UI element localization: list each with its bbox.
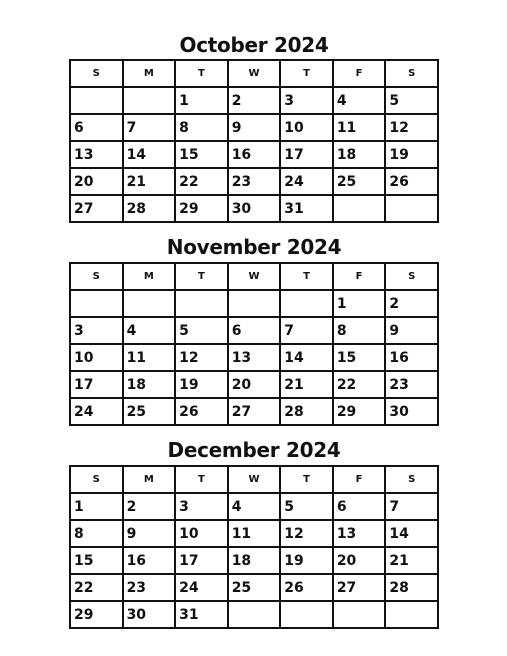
day-cell: 4 — [123, 317, 176, 344]
week-row — [70, 168, 438, 195]
day-cell: 2 — [228, 87, 281, 114]
day-cell: 19 — [385, 141, 438, 168]
day-cell: 13 — [333, 520, 386, 547]
week-row — [70, 520, 438, 547]
day-cell: 3 — [175, 493, 228, 520]
day-cell: 17 — [175, 547, 228, 574]
day-cell — [175, 290, 228, 317]
day-cell: 31 — [175, 601, 228, 628]
day-cell: 4 — [333, 87, 386, 114]
day-cell: 31 — [280, 195, 333, 222]
week-row — [70, 87, 438, 114]
day-cell: 29 — [175, 195, 228, 222]
day-cell: 4 — [228, 493, 281, 520]
day-cell: 5 — [385, 87, 438, 114]
day-cell: 5 — [280, 493, 333, 520]
calendar-grid — [69, 465, 439, 629]
week-row — [70, 547, 438, 574]
day-cell: 14 — [385, 520, 438, 547]
weekday-mon: M — [123, 466, 176, 493]
day-cell: 2 — [123, 493, 176, 520]
day-cell: 5 — [175, 317, 228, 344]
weekday-sat: S — [385, 60, 438, 87]
day-cell — [333, 601, 386, 628]
weekday-sun: S — [70, 466, 123, 493]
day-cell: 26 — [280, 574, 333, 601]
day-cell: 18 — [333, 141, 386, 168]
weekday-header-row — [70, 263, 438, 290]
day-cell: 27 — [228, 398, 281, 425]
day-cell — [228, 290, 281, 317]
day-cell: 8 — [333, 317, 386, 344]
day-cell — [123, 290, 176, 317]
month-title: December 2024 — [167, 438, 341, 462]
day-cell: 6 — [333, 493, 386, 520]
day-cell: 21 — [280, 371, 333, 398]
day-cell: 14 — [123, 141, 176, 168]
day-cell: 15 — [333, 344, 386, 371]
day-cell — [70, 290, 123, 317]
weekday-thu: T — [280, 466, 333, 493]
week-row — [70, 344, 438, 371]
day-cell: 29 — [70, 601, 123, 628]
day-cell: 15 — [175, 141, 228, 168]
day-cell: 21 — [385, 547, 438, 574]
weekday-wed: W — [228, 263, 281, 290]
day-cell: 6 — [70, 114, 123, 141]
day-cell: 7 — [385, 493, 438, 520]
day-cell: 29 — [333, 398, 386, 425]
day-cell: 1 — [175, 87, 228, 114]
day-cell: 25 — [333, 168, 386, 195]
day-cell: 20 — [228, 371, 281, 398]
day-cell: 12 — [175, 344, 228, 371]
day-cell: 9 — [385, 317, 438, 344]
weekday-tue: T — [175, 263, 228, 290]
day-cell: 23 — [385, 371, 438, 398]
day-cell: 7 — [123, 114, 176, 141]
day-cell: 27 — [333, 574, 386, 601]
day-cell: 11 — [228, 520, 281, 547]
calendar-grid — [69, 59, 439, 223]
day-cell — [123, 87, 176, 114]
day-cell: 8 — [70, 520, 123, 547]
day-cell: 28 — [280, 398, 333, 425]
weekday-sun: S — [70, 60, 123, 87]
day-cell: 18 — [228, 547, 281, 574]
day-cell — [280, 290, 333, 317]
day-cell: 10 — [70, 344, 123, 371]
month-title: October 2024 — [179, 33, 329, 57]
weekday-fri: F — [333, 60, 386, 87]
day-cell: 28 — [123, 195, 176, 222]
weekday-header-row — [70, 466, 438, 493]
day-cell: 12 — [385, 114, 438, 141]
day-cell: 30 — [123, 601, 176, 628]
day-cell: 3 — [280, 87, 333, 114]
week-row — [70, 317, 438, 344]
day-cell: 12 — [280, 520, 333, 547]
weekday-sun: S — [70, 263, 123, 290]
day-cell: 30 — [385, 398, 438, 425]
day-cell: 20 — [70, 168, 123, 195]
day-cell: 28 — [385, 574, 438, 601]
day-cell: 2 — [385, 290, 438, 317]
day-cell: 18 — [123, 371, 176, 398]
day-cell: 23 — [228, 168, 281, 195]
day-cell: 8 — [175, 114, 228, 141]
day-cell: 15 — [70, 547, 123, 574]
weekday-header-row — [70, 60, 438, 87]
day-cell: 13 — [228, 344, 281, 371]
day-cell: 16 — [385, 344, 438, 371]
weekday-wed: W — [228, 60, 281, 87]
weekday-mon: M — [123, 263, 176, 290]
day-cell: 22 — [333, 371, 386, 398]
weekday-wed: W — [228, 466, 281, 493]
weekday-mon: M — [123, 60, 176, 87]
calendar-grid — [69, 262, 439, 426]
day-cell: 16 — [123, 547, 176, 574]
day-cell: 1 — [333, 290, 386, 317]
week-row — [70, 195, 438, 222]
day-cell: 17 — [70, 371, 123, 398]
day-cell: 11 — [333, 114, 386, 141]
week-row — [70, 398, 438, 425]
weekday-thu: T — [280, 60, 333, 87]
day-cell: 10 — [280, 114, 333, 141]
day-cell: 3 — [70, 317, 123, 344]
weekday-fri: F — [333, 466, 386, 493]
weekday-fri: F — [333, 263, 386, 290]
day-cell: 25 — [123, 398, 176, 425]
day-cell: 27 — [70, 195, 123, 222]
day-cell: 23 — [123, 574, 176, 601]
day-cell: 24 — [280, 168, 333, 195]
day-cell: 22 — [175, 168, 228, 195]
day-cell — [333, 195, 386, 222]
day-cell: 26 — [175, 398, 228, 425]
day-cell — [280, 601, 333, 628]
day-cell: 11 — [123, 344, 176, 371]
day-cell — [385, 195, 438, 222]
day-cell: 25 — [228, 574, 281, 601]
day-cell: 9 — [228, 114, 281, 141]
day-cell: 17 — [280, 141, 333, 168]
day-cell: 19 — [175, 371, 228, 398]
day-cell: 6 — [228, 317, 281, 344]
day-cell: 1 — [70, 493, 123, 520]
weekday-sat: S — [385, 466, 438, 493]
week-row — [70, 601, 438, 628]
day-cell: 7 — [280, 317, 333, 344]
day-cell: 9 — [123, 520, 176, 547]
week-row — [70, 114, 438, 141]
weekday-tue: T — [175, 60, 228, 87]
day-cell — [228, 601, 281, 628]
day-cell: 19 — [280, 547, 333, 574]
day-cell: 10 — [175, 520, 228, 547]
day-cell: 22 — [70, 574, 123, 601]
weekday-thu: T — [280, 263, 333, 290]
day-cell: 13 — [70, 141, 123, 168]
day-cell: 21 — [123, 168, 176, 195]
month-title: November 2024 — [166, 235, 342, 259]
day-cell: 26 — [385, 168, 438, 195]
week-row — [70, 574, 438, 601]
weekday-tue: T — [175, 466, 228, 493]
weekday-sat: S — [385, 263, 438, 290]
week-row — [70, 141, 438, 168]
day-cell: 14 — [280, 344, 333, 371]
day-cell: 20 — [333, 547, 386, 574]
day-cell — [385, 601, 438, 628]
week-row — [70, 371, 438, 398]
day-cell — [70, 87, 123, 114]
week-row — [70, 290, 438, 317]
day-cell: 30 — [228, 195, 281, 222]
day-cell: 24 — [175, 574, 228, 601]
week-row — [70, 493, 438, 520]
day-cell: 24 — [70, 398, 123, 425]
day-cell: 16 — [228, 141, 281, 168]
